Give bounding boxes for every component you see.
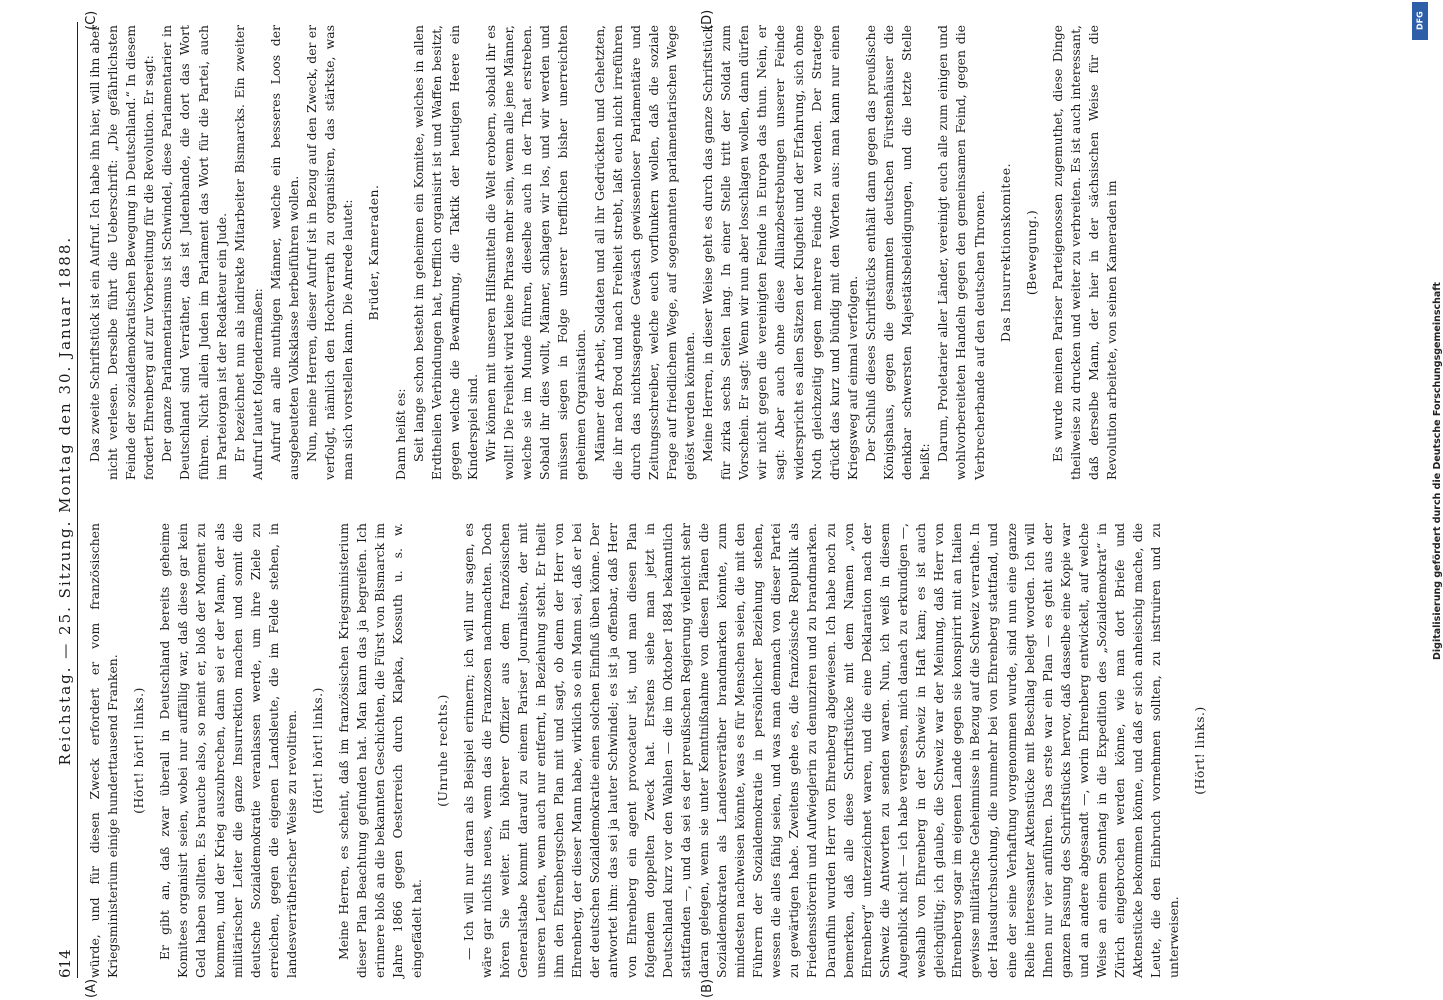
paragraph-text: Männer der Arbeit, Soldaten und all ihr Gedrückten und Gehetzten, die ihr nach Brod und nach Freiheit strebt, laßt euch nicht irreführen durch das nichtssagende Gewäsch gewissenloser Parlamentäre und Zeitungsschreiber, welche euch vorflunkern wollen, daß die soziale Frage auf friedlichem Wege, auf sogenannten parlamentarischen Wege gelöst werden könnten.	[591, 25, 697, 480]
margin-mark-d: (D)	[700, 9, 715, 30]
paragraph-text: Der Schluß dieses Schriftstücks enthält dann gegen das preußische Königshaus, gegen die gesammten deutschen Fürstenhäuser die denkbar schwersten Majestätsbeleidigungen, und die letzte Stelle heißt:	[862, 25, 933, 480]
interjection-text: (Bewegung.)	[1023, 209, 1039, 296]
interjection-text: Das Insurrektionskomitee.	[997, 162, 1013, 343]
interjection-text: (Hört! hört! links.)	[310, 687, 326, 814]
paragraph-text: Seit lange schon besteht im geheimen ein Komitee, welches in allen Erdtheilen Verbindungen hat, trefflich organisirt ist und Waffen besitzt, gegen welche die Bewaffnung, die Taktik der heutigen Heere ein Kinderspiel sind.	[410, 25, 480, 480]
left-text-column	[86, 523, 1316, 978]
page-header	[48, 22, 78, 978]
paragraph-text: würde, und für diesen Zweck erfordert er vom französischen Kriegsministerium einige hunderttausend Franken.	[87, 523, 121, 978]
paragraph-text: Wir können mit unseren Hilfsmitteln die Welt erobern, sobald ihr es wollt! Die Freiheit wird keine Phrase mehr sein, wenn alle jene Männer, welche sie im Munde führen, dieselbe auch in der That erstreben. Sobald ihr dies wollt, Männer, schlagen wir los, und wir werden und müssen siegen in Folge unserer trefflichen bisher unerreichten geheimen Organisation.	[482, 25, 589, 480]
dfg-logo: DFG	[1412, 2, 1428, 40]
interjection-text: (Unruhe rechts.)	[434, 694, 450, 807]
paragraph-text: Dann heißt es:	[392, 388, 408, 480]
page-running-title: Reichstag. — 25. Sitzung. Montag den 30. Januar 1888.	[56, 235, 74, 766]
paragraph-text: Nun, meine Herren, dieser Aufruf ist in Bezug auf den Zweck, der er verfolgt, nämlich den Hochverrath zu organisiren, das stärkste, was man sich vorstellen kann. Die Anrede lautet:	[304, 25, 356, 480]
interjection-text: (Hört! links.)	[1192, 706, 1208, 795]
paragraph-text: Darum, Proletarier aller Länder, vereinigt euch alle zum einigen und wohlvorbereiteten Handeln gegen den gemeinsamen Feind, gegen die Verbrecherbande auf den deutschen Thronen.	[935, 25, 987, 480]
paragraph-text: Er bezeichnet nun als indirekte Mitarbeiter Bismarcks. Ein zweiter Aufruf lautet folgendermaßen:	[231, 25, 265, 480]
paragraph-text: Meine Herren, es scheint, daß im französischen Kriegsministerium dieser Plan Beachtung gefunden hat. Man kann das ja begreifen. Ich erinnere bloß an die bekannten Geschichten, die Fürst von Bismarck im Jahre 1866 gegen Oesterreich durch Klapka, Kossuth u. s. w. eingefädelt hat.	[336, 523, 424, 978]
margin-mark-a: (A)	[84, 978, 99, 998]
interjection-text: Brüder, Kameraden.	[366, 184, 382, 321]
paragraph-text: Meine Herren, in dieser Weise geht es durch das ganze Schriftstück für zirka sechs Seiten lang. In einer Stelle tritt der Soldat zum Vorschein. Er sagt: Wenn wir nun aber losschlagen wollen, dann dürfen wir nicht gegen die vereinigten Feinde in Europa das thun. Nein, er sagt: Aber auch ohne diese Allianzbestrebungen unserer Feinde widerspricht es allen Sätzen der Klugheit und der Erfahrung, sich ohne Noth gleichzeitig gegen mehrere Feinde zu wenden. Der Stratege drückt das kurz und bündig mit den Worten aus: man kann nur einen Kriegsweg auf einmal verfolgen.	[700, 25, 860, 480]
page-number: 614	[56, 949, 74, 978]
paragraph-text: Es wurde meinen Pariser Parteigenossen zugemuthet, diese Dinge theilweise zu drucken und weiter zu verbreiten. Es ist auch interessant, daß derselbe Mann, der hier in der sächsischen Weise für die Revolution arbeitete, von seinen Kameraden im	[1049, 25, 1120, 480]
paragraph-text: Aufruf an alle muthigen Männer, welche ein besseres Loos der ausgebeuteten Volksklasse herbeiführen wollen.	[267, 25, 302, 480]
paragraph-text: Der ganze Parlamentarismus ist Schwindel, diese Parlamentarier in Deutschland sind Verräther, das ist Judenbande, die dort das Wort führen. Nicht allein Juden im Parlament das Wort für die Partei, auch im Parteiorgan ist der Redakteur ein Jude.	[159, 25, 229, 480]
paragraph-text: — Ich will nur daran als Beispiel erinnern; ich will nur sagen, es wäre gar nichts neues, wenn das die Franzosen nachmachten. Doch hören Sie weiter. Ein höherer Offizier aus dem französischen Generalstabe kommt darauf zu einem Pariser Journalisten, der mit unseren Leuten, wenn auch nur entfernt, in Beziehung steht. Er theilt ihm den Ehrenbergschen Plan mit und sagt, ob denn der Herr von Ehrenberg, der dieser Mann habe, wirklich so ein Mann sei, daß er bei der deutschen Sozialdemokratie einen solchen Einfluß üben könne. Der antwortet ihm: das sei ja lauter Schwindel; es ist ja offenbar, daß Herr von Ehrenberg ein agent provocateur ist, und man diesen Plan folgendem doppelten Zweck hat. Erstens siehe man jetzt in Deutschland kurz vor den Wahlen — die im Oktober 1884 bekanntlich stattfanden —, und da sei es der preußischen Regierung vielleicht sehr daran gelegen, wenn sie unter Kenntnißnahme von diesen Plänen die Sozialdemokraten als Landesverräther brandmarken könnte, zum mindesten nachweisen könnte, was es für Menschen seien, die mit den Führern der Sozialdemokratie in persönlicher Beziehung stehen, wessen die alles fähig seien, und was man demnach von dieser Partei zu gewärtigen habe. Zweitens gehe es, die französische Republik als Friedensstörerin und Aufwieglerin zu denunziren und zu brandmarken. Daraufhin wurden Herr von Ehrenberg abgewiesen. Ich habe noch zu bemerken, daß alle diese Schriftstücke mit dem Namen „von Ehrenberg“ unterzeichnet waren, und die eine Deklaration nach der Schweiz die Antworten zu senden waren. Nun, ich weiß in diesem Augenblick nicht — ich habe vergessen, mich danach zu erkundigen —, weshalb von Ehrenberg in der Schweiz in Haft kam; es ist auch gleichgültig; ich glaube, die Schweiz war der Meinung, daß Herr von Ehrenberg sogar im eigenen Lande gegen sie konspirirt mit an Italien gewisse militärische Geheimnisse in Bezug auf die Schweiz verrathe. In der Hausdurchsuchung, die nunmehr bei von Ehrenberg stattfand, und eine der seine Verhaftung vorgenommen wurde, sind nun eine ganze Reihe interessanter Aktenstücke mit Beschlag belegt worden. Ich will Ihnen nur vier anführen. Das erste war ein Plan — es geht aus der ganzen Fassung des Schriftstücks hervor, daß dasselbe eine Kopie war und an andere abgesandt —, worin Ehrenberg entwickelt, auf welche Weise an einem Sonntag in die Expedition des „Sozialdemokrat“ in Zürich eingebrochen werden könne, wie man dort Briefe und Aktenstücke bekommen könne, und daß er sich anheischig mache, die Leute, die den Einbruch vornehmen sollten, zu instruiren und zu unterweisen.	[460, 523, 1182, 978]
right-text-column	[86, 25, 1316, 480]
paragraph-text: Er gibt an, daß zwar überall in Deutschland bereits geheime Komitees organisirt seien, wobei nur auffällig war, daß diese gar kein Geld haben sollten. Es brauche also, so meint er, bloß der Moment zu kommen, und der Krieg auszubrechen, dann sei er der Mann, der als militärischer Leiter die ganze Insurrektion machen und somit die deutsche Sozialdemokratie veranlassen werde, um ihre Ziele zu erreichen, gegen die eigenen Landsleute, die im Felde stehen, in landesverrätherischer Weise zu revoltiren.	[157, 523, 299, 978]
interjection-text: (Hört! hört! links.)	[131, 687, 147, 814]
margin-mark-b: (B)	[700, 978, 715, 998]
digitization-credit-strip	[1408, 0, 1443, 1000]
margin-mark-c: (C)	[84, 10, 99, 30]
digitization-credit-text: Digitalisierung gefördert durch die Deutsche Forschungsgemeinschaft	[1432, 282, 1443, 660]
paragraph-text: Das zweite Schriftstück ist ein Aufruf. Ich habe ihn hier, will ihn aber nicht verlesen. Derselbe führt die Ueberschrift: „Die gefährlichsten Feinde der sozialdemokratischen Bewegung in Deutschland.“ In diesem fordert Ehrenberg auf zur Vorbereitung für die Revolution. Er sagt:	[87, 25, 157, 480]
